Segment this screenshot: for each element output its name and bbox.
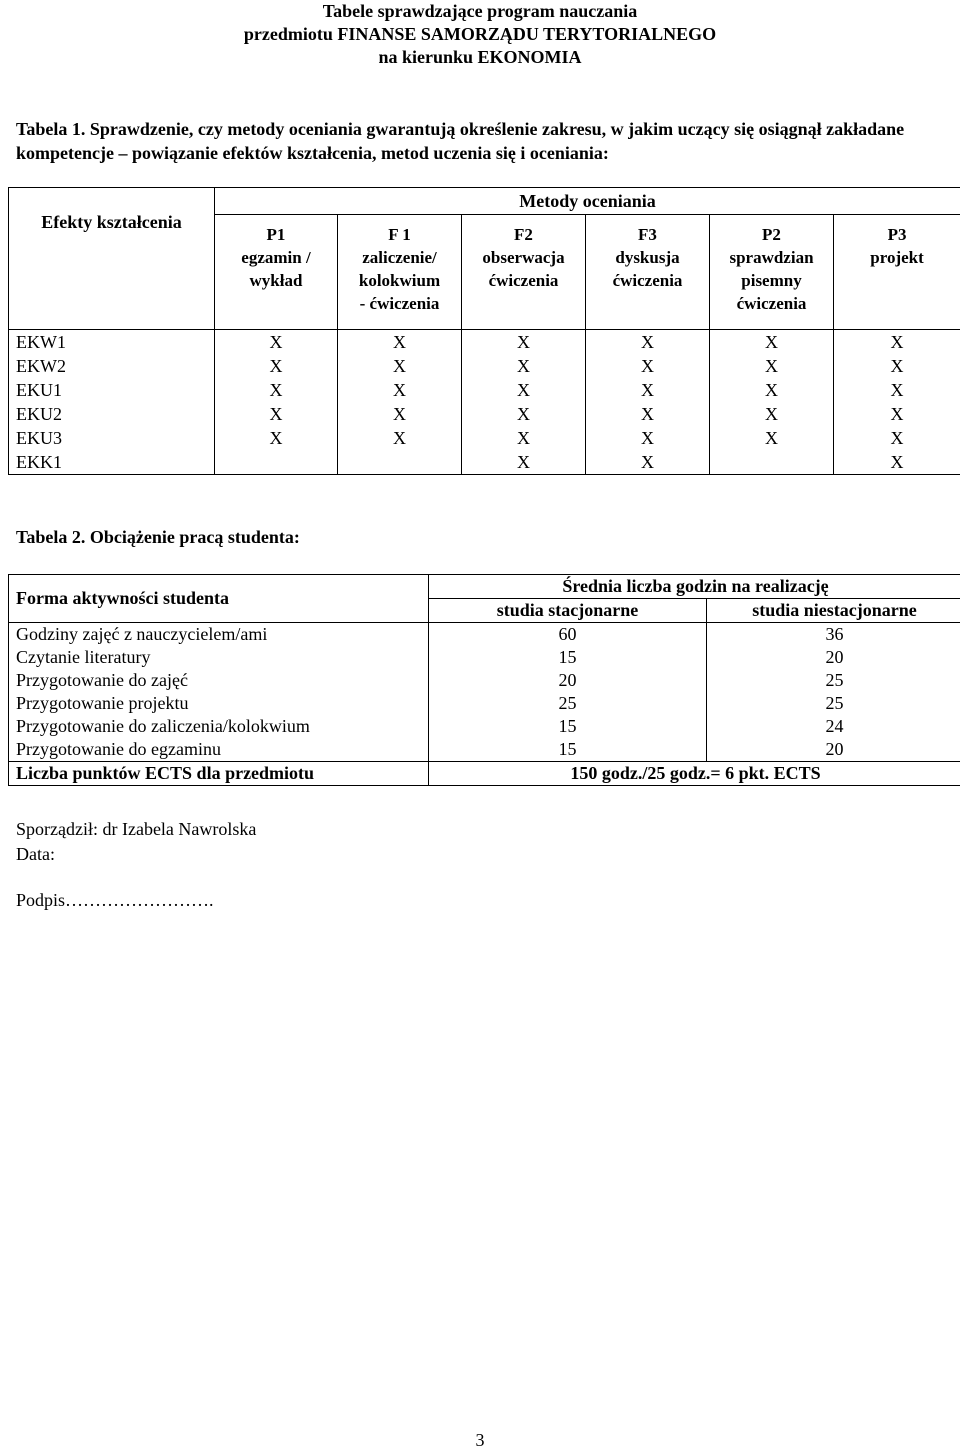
ects-summary-row [9,762,960,786]
method-column-header [462,215,586,330]
header-major: na kierunku EKONOMIA [378,47,582,67]
method-header-line: dyskusja [615,248,680,267]
table-row [9,330,960,355]
mark-cell: X [338,426,462,450]
mark-cell: X [710,402,834,426]
full-time-hours: 15 [429,646,707,669]
part-time-hours: 20 [707,646,960,669]
table-row [9,450,960,475]
workload-rows [9,623,960,762]
corner-header: Efekty kształcenia [9,188,215,330]
mark-cell: X [834,354,960,378]
mark-cell: X [462,330,586,355]
effect-label: EKW1 [9,330,215,355]
method-header-line: F3 [638,225,657,244]
table-row [9,738,960,762]
full-time-hours: 25 [429,692,707,715]
mark-cell: X [586,330,710,355]
mark-cell: X [586,450,710,475]
mark-cell: X [215,426,338,450]
method-header-line: zaliczenie/ [362,248,437,267]
method-header-line: P1 [266,225,286,244]
mark-cell: X [215,402,338,426]
method-header-line: ćwiczenia [488,271,559,290]
table-row [9,354,960,378]
method-header-line: wykład [249,271,303,290]
part-time-header: studia niestacjonarne [707,599,960,623]
full-time-header: studia stacjonarne [429,599,707,623]
header-subject: przedmiotu FINANSE SAMORZĄDU TERYTORIALNEGO [243,24,717,44]
method-header-line: obserwacja [482,248,565,267]
method-header-line: ćwiczenia [736,294,807,313]
effect-label: EKU2 [9,402,215,426]
full-time-hours: 60 [429,623,707,647]
mark-cell: X [586,354,710,378]
activity-cell: Przygotowanie do zajęć [9,669,429,692]
mark-cell: X [338,354,462,378]
mark-cell: X [338,330,462,355]
mark-cell: X [462,402,586,426]
effect-label: EKK1 [9,450,215,475]
method-header-line: egzamin / [241,248,311,267]
mark-cell [710,450,834,475]
part-time-hours: 36 [707,623,960,647]
mark-cell: X [834,402,960,426]
ects-summary-value: 150 godz./25 godz.= 6 pkt. ECTS [429,762,960,786]
method-column-header [710,215,834,330]
mark-cell: X [710,354,834,378]
signature-line: Podpis……………………. [16,890,214,910]
method-column-header [834,215,960,330]
activity-cell: Przygotowanie projektu [9,692,429,715]
mark-cell: X [462,450,586,475]
part-time-hours: 24 [707,715,960,738]
methods-group-header: Metody oceniania [215,188,960,215]
activity-cell: Przygotowanie do zaliczenia/kolokwium [9,715,429,738]
method-column-header [338,215,462,330]
document-header [0,0,960,69]
mark-cell: X [834,330,960,355]
workload-table [8,574,960,786]
activity-cell: Godziny zajęć z nauczycielem/ami [9,623,429,647]
mark-cell: X [215,354,338,378]
assessment-methods-table [8,187,960,475]
method-column-header [215,215,338,330]
table-row [9,426,960,450]
table-row [9,623,960,647]
activity-column-header: Forma aktywności studenta [9,575,429,623]
method-header-line: projekt [870,248,924,267]
mark-cell: X [710,426,834,450]
ects-summary-label: Liczba punktów ECTS dla przedmiotu [9,762,429,786]
page-number: 3 [475,1430,485,1450]
date-line: Data: [16,844,55,864]
part-time-hours: 20 [707,738,960,762]
table-row [9,669,960,692]
method-header-line: F 1 [388,225,411,244]
activity-cell: Czytanie literatury [9,646,429,669]
part-time-hours: 25 [707,669,960,692]
header-title: Tabele sprawdzające program nauczania [322,1,638,21]
mark-cell: X [338,378,462,402]
full-time-hours: 15 [429,715,707,738]
table-row [9,715,960,738]
mark-cell: X [586,402,710,426]
method-header-line: P2 [762,225,781,244]
effect-label: EKU3 [9,426,215,450]
author-line: Sporządził: dr Izabela Nawrolska [16,819,257,839]
mark-cell: X [462,426,586,450]
mark-cell: X [586,426,710,450]
mark-cell: X [834,426,960,450]
table-row [9,378,960,402]
method-header-line: kolokwium [358,271,441,290]
mark-cell: X [710,378,834,402]
effect-label: EKW2 [9,354,215,378]
table-row [9,402,960,426]
table-row [9,692,960,715]
table1-caption: Tabela 1. Sprawdzenie, czy metody oceniania gwarantują określenie zakresu, w jakim uczący się osiągnął zakładane kompetencje – powiązanie efektów kształcenia, metod uczenia się i oceniania: [16,119,905,163]
part-time-hours: 25 [707,692,960,715]
mark-cell: X [834,450,960,475]
method-header-line: pisemny [741,271,802,290]
mark-cell [215,450,338,475]
mark-cell: X [586,378,710,402]
method-header-line: F2 [514,225,533,244]
method-header-line: - ćwiczenia [359,294,440,313]
full-time-hours: 20 [429,669,707,692]
method-column-header [586,215,710,330]
table2-caption: Tabela 2. Obciążenie pracą studenta: [16,527,300,547]
assessment-rows [9,330,960,475]
method-header-line: ćwiczenia [612,271,683,290]
table-row [9,646,960,669]
activity-cell: Przygotowanie do egzaminu [9,738,429,762]
full-time-hours: 15 [429,738,707,762]
mark-cell: X [462,354,586,378]
effect-label: EKU1 [9,378,215,402]
mark-cell: X [462,378,586,402]
mark-cell: X [834,378,960,402]
hours-group-header: Średnia liczba godzin na realizację [429,575,960,599]
mark-cell: X [215,378,338,402]
method-header-line: sprawdzian [729,248,814,267]
mark-cell: X [710,330,834,355]
mark-cell: X [338,402,462,426]
mark-cell [338,450,462,475]
mark-cell: X [215,330,338,355]
method-header-line: P3 [887,225,907,244]
